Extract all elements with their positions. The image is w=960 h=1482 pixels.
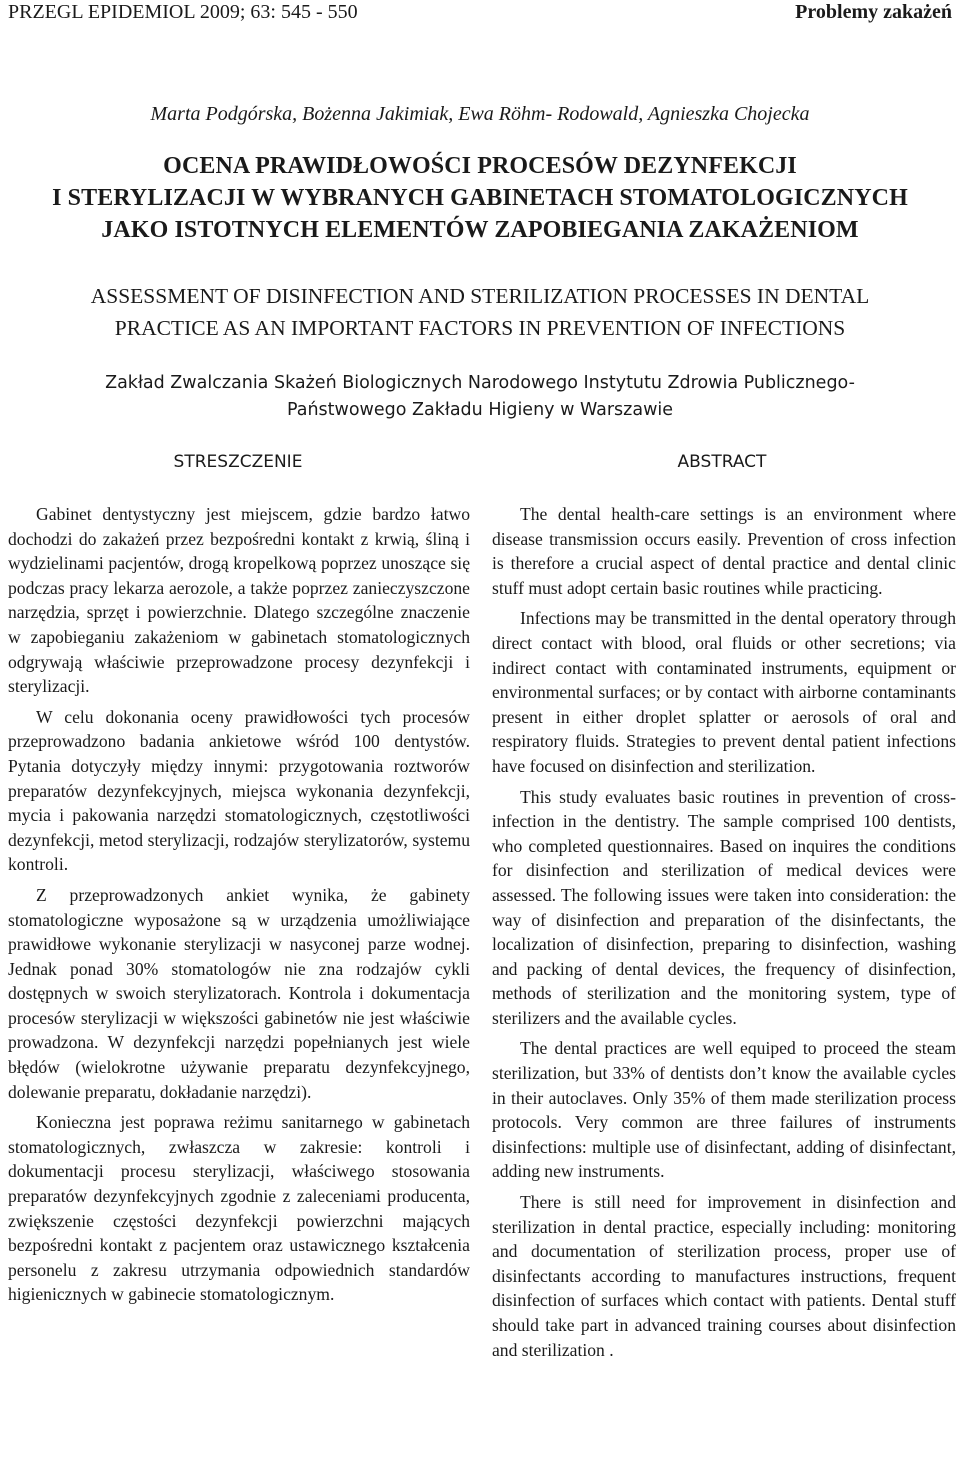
section-name: Problemy zakażeń: [795, 1, 952, 23]
running-header: [8, 0, 952, 24]
abstract-paragraph: The dental health-care settings is an environment where disease transmission occurs easily. Prevention of cross infection is therefore a crucial aspect of dental practice and dental clinic stuff must adopt certain basic routines while practicing.: [492, 504, 956, 598]
abstract-paragraph: There is still need for improvement in disinfection and sterilization in dental practice, especially including: monitoring and documentation of sterilization process, proper use of disinfectants according to manufactures instructions, frequent disinfection of surfaces which contact with patients. Dental stuff should take part in advanced training courses about disinfection and sterilization .: [492, 1192, 956, 1360]
title-polish-line: JAKO ISTOTNYCH ELEMENTÓW ZAPOBIEGANIA ZAKAŻENIOM: [101, 217, 859, 243]
abstract-paragraph: Infections may be transmitted in the dental operatory through direct contact with blood, oral fluids or other secretions; via indirect contact with contaminated instruments, equipment or environmental surfaces; or by contact with airborne contaminants present in either droplet splatter or aerosols of oral and respiratory fluids. Strategies to prevent dental patient infections have focused on disinfection and sterilization.: [492, 608, 956, 776]
affiliation: [0, 370, 960, 424]
title-polish-line: OCENA PRAWIDŁOWOŚCI PROCESÓW DEZYNFEKCJI: [163, 153, 797, 179]
abstract-column: [492, 502, 956, 1368]
title-english-line: ASSESSMENT OF DISINFECTION AND STERILIZATION PROCESSES IN DENTAL: [90, 284, 870, 308]
streszczenie-heading: STRESZCZENIE: [173, 452, 303, 472]
abstract-paragraph: The dental practices are well equiped to proceed the steam sterilization, but 33% of dentists don’t know the available cycles in their autoclaves. Only 35% of them made sterilization process protocols. Very common are three failures of instruments disinfections: multiple use of disinfectant, adding of disinfectant, adding new instruments.: [492, 1038, 956, 1182]
abstract-heading: ABSTRACT: [677, 452, 767, 472]
affiliation-line: Zakład Zwalczania Skażeń Biologicznych Narodowego Instytutu Zdrowia Publicznego-: [105, 373, 855, 393]
title-polish-line: I STERYLIZACJI W WYBRANYCH GABINETACH STOMATOLOGICZNYCH: [52, 185, 908, 211]
streszczenie-paragraph: Z przeprowadzonych ankiet wynika, że gabinety stomatologiczne wyposażone są w urządzenia umożliwiające prawidłowe wykonanie sterylizacji w nasyconej parze wodnej. Jednak ponad 30% stomatologów nie zna rodzajów cykli dostępnych w swoich sterylizatorach. Kontrola i dokumentacja procesów sterylizacji w większości gabinetów nie jest właściwie prowadzona. W dezynfekcji narzędzi popełnianych jest wiele błędów (wielokrotne używanie preparatu dezynfekcyjnego, dolewanie preparatu, dokładanie narzędzi).: [8, 884, 470, 1102]
streszczenie-column: [8, 502, 470, 1313]
title-english-line: PRACTICE AS AN IMPORTANT FACTORS IN PREVENTION OF INFECTIONS: [114, 316, 846, 340]
title-english: [0, 280, 960, 344]
streszczenie-paragraph: W celu dokonania oceny prawidłowości tych procesów przeprowadzono badania ankietowe wśród 100 dentystów. Pytania dotyczyły między innymi: przygotowania roztworów preparatów dezynfekcyjnych, miejsca wykonania dezynfekcji, mycia i pakowania narzędzi stomatologicznych, częstotliwości dezynfekcji, metod sterylizacji, rodzajów sterylizatorów, systemu kontroli.: [8, 706, 470, 875]
affiliation-line: Państwowego Zakładu Higieny w Warszawie: [286, 400, 674, 420]
streszczenie-paragraph: Gabinet dentystyczny jest miejscem, gdzie bardzo łatwo dochodzi do zakażeń przez bezpośredni kontakt z krwią, śliną i wydzielinami pacjentów, drogą kropelkową poprzez unoszące się podczas pracy lekarza aerozole, a także poprzez zanieczyszczone narzędzia, sprzęt i powierzchnie. Dlatego szczególne znaczenie w zapobieganiu zakażeniom w gabinetach stomatologicznych odgrywają właściwie przeprowadzone procesy dezynfekcji i sterylizacji.: [8, 504, 470, 697]
streszczenie-paragraph: Konieczna jest poprawa reżimu sanitarnego w gabinetach stomatologicznych, zwłaszcza w zakresie: kontroli i dokumentacji procesu sterylizacji, właściwego stosowania preparatów dezynfekcyjnych zgodnie z zaleceniami producenta, zwiększenie częstości dezynfekcji powierzchni mających bezpośredni kontakt z pacjentem oraz ustawicznego kształcenia personelu z zakresu utrzymania odpowiednich standardów higienicznych w gabinecie stomatologicznym.: [8, 1112, 470, 1305]
journal-citation: PRZEGL EPIDEMIOL 2009; 63: 545 - 550: [8, 1, 358, 23]
author-list: Marta Podgórska, Bożenna Jakimiak, Ewa Röhm- Rodowald, Agnieszka Chojecka: [150, 103, 810, 125]
abstract-paragraph: This study evaluates basic routines in prevention of cross-infection in the dentistry. The sample comprised 100 dentists, who completed questionnaires. Based on inquires the conditions for disinfection and sterilization of medical devices were assessed. The following issues were taken into consideration: the way of disinfection and preparation of the disinfectants, the localization of disinfection, preparing to disinfection, washing and packing of dental devices, the frequency of disinfection, methods of sterilization and the monitoring system, type of sterilizers and the available cycles.: [492, 786, 956, 1028]
title-polish: [0, 150, 960, 246]
